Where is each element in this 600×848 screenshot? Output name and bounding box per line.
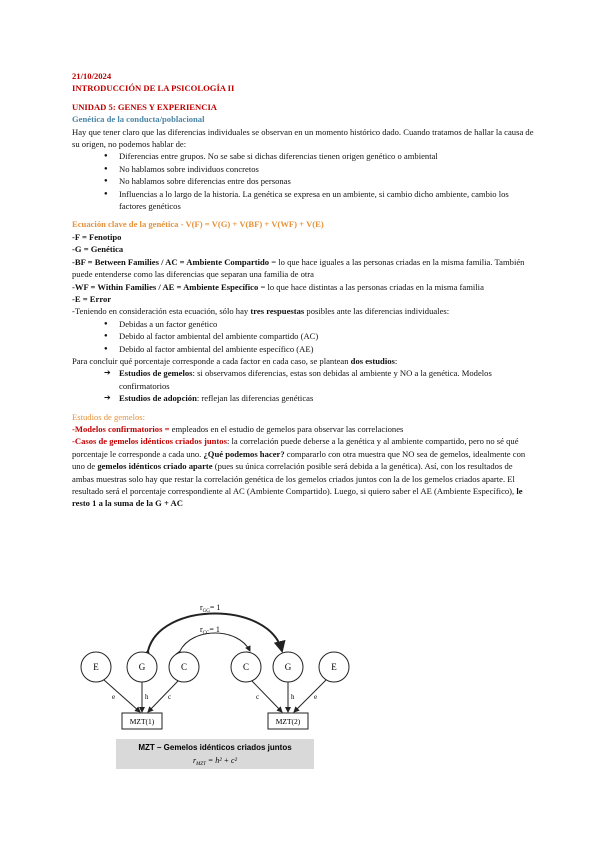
svg-text:E: E [331,662,337,672]
list-item: ● Debido al factor ambiental del ambiente específico (AE) [104,343,534,355]
node-c-2 [231,652,261,682]
cc-correlation-arc [180,633,250,651]
list-item: ● No hablamos sobre diferencias entre dos personas [104,175,534,187]
intro-list [72,150,534,212]
definition-f: -F = Fenotipo [72,231,122,242]
course-title: INTRODUCCIÓN DE LA PSICOLOGÍA II [72,83,235,94]
list-item: ● No hablamos sobre individuos concretos [104,163,534,175]
list-item: ● Debidas a un factor genético [104,318,534,330]
twins-title: Estudios de gemelos: [72,411,146,422]
twin-2-box [268,713,308,729]
responses-list [72,318,534,355]
svg-text:C: C [242,662,250,672]
svg-text:h: h [145,693,149,701]
svg-text:c: c [168,693,172,701]
node-g-1 [127,652,157,682]
svg-text:e: e [314,693,318,701]
document-page [72,70,534,510]
node-g-2 [273,652,303,682]
definition-wf: -WF = Within Families / AE = Ambiente Específico = lo que hace distintas a las personas criadas en la misma familia [72,281,484,292]
responses-paragraph: -Teniendo en consideración esta ecuación, sólo hay tres respuestas posibles ante las diferencias individuales: [72,306,450,317]
definition-g: -G = Genética [72,244,124,255]
date: 21/10/2024 [72,71,112,81]
definition-e: -E = Error [72,293,112,304]
svg-text:G: G [284,662,292,672]
equation-title: Ecuación clave de la genética - V(F) = V(G) + V(BF) + V(WF) + V(E) [72,219,324,230]
svg-text:G: G [138,662,146,672]
models-paragraph: -Modelos confirmatorios = empleados en el estudio de gemelos para observar las correlaciones [72,423,404,434]
list-item: ● Diferencias entre grupos. No se sabe si dichas diferencias tienen origen genético o ambiental [104,150,534,162]
svg-text:MZT(2): MZT(2) [275,717,301,726]
list-item: ● Influencias a lo largo de la historia. La genética se expresa en un ambiente, si cambio dicho ambiente, cambio los factores genéticos [104,188,534,213]
definition-bf: -BF = Between Families / AC = Ambiente Compartido = lo que hace iguales a las personas criadas en la misma familia. También puede entenderse como las diferencias que separan una familia de otra [72,256,525,280]
list-item: ➔ Estudios de gemelos: si observamos diferencias, estas son debidas al ambiente y NO a la genética. Modelos confirmatorios [104,367,534,392]
node-c-1 [169,652,199,682]
diagram-caption: MZT – Gemelos idénticos criados juntos [138,743,292,752]
svg-text:e: e [112,693,116,701]
list-item: ➔ Estudios de adopción: reflejan las diferencias genéticas [104,392,534,404]
unit-title: UNIDAD 5: GENES Y EXPERIENCIA [72,101,217,112]
node-e-2 [319,652,349,682]
section-title: Genética de la conducta/poblacional [72,114,205,125]
cases-paragraph: -Casos de gemelos idénticos criados juntos: la correlación puede deberse a la genética y al ambiente compartido, pero no sé qué porcentaje le corresponde a cada uno. ¿Qué podemos hacer? compararlo con otra muestra que NO sea de gemelos, idealmente con uno de gemelos idénticos criado aparte (pues su única correlación posible será debida a la genética). Así, con los resultados de ambas muestras solo hay que restar la correlación genética de los gemelos criados juntos con la de los gemelos criados aparte. El resultado será el porcentaje correspondiente al AC (Ambiente Compartido). Luego, si quiero saber el AE (Ambiente Específico), le resto 1 a la suma de la G + AC [72,436,526,509]
intro-paragraph: Hay que tener claro que las diferencias individuales se observan en un momento histórico dado. Cuando tratamos de hallar la causa de su origen, no podemos hablar de: [72,126,534,150]
svg-text:MZT(1): MZT(1) [129,717,155,726]
r-cc-label: $r_{CC}= 1$ [200,625,220,636]
list-item: ● Debido al factor ambiental del ambiente compartido (AC) [104,330,534,342]
studies-paragraph: Para concluir qué porcentaje corresponde a cada factor en cada caso, se plantean dos estudios: [72,355,398,366]
twin-1-box [122,713,162,729]
svg-text:h: h [291,693,295,701]
studies-list [72,367,534,404]
r-gg-label: $r_{GG}= 1$ [200,603,221,614]
diagram-formula: $r_{MZT} = h^2 + c^2$ [192,756,238,767]
svg-text:c: c [256,693,260,701]
node-e-1 [81,652,111,682]
twin-path-diagram [80,595,350,775]
svg-text:C: C [180,662,188,672]
svg-text:E: E [93,662,99,672]
